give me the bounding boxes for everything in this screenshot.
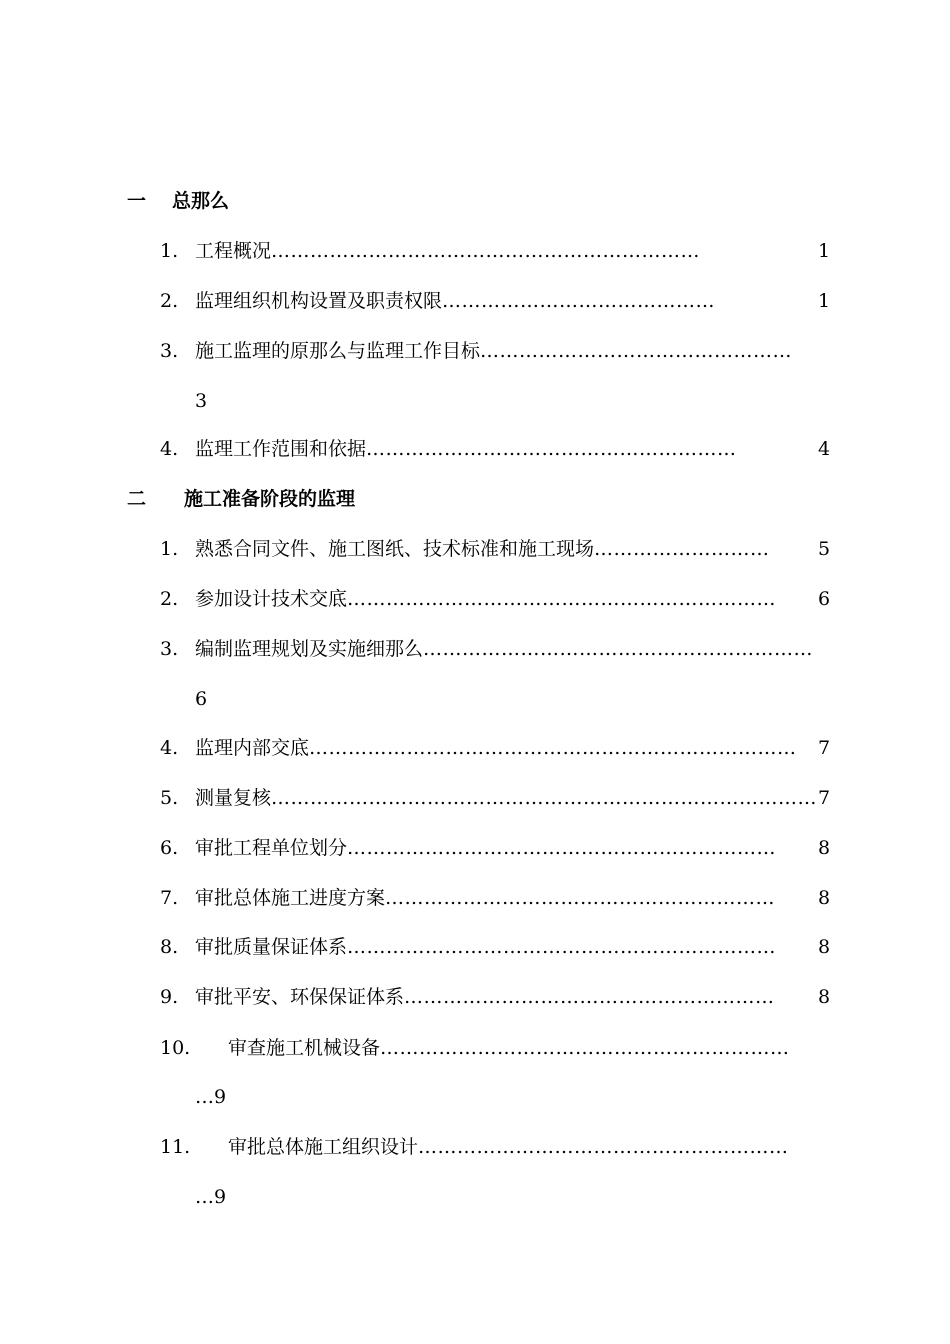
- toc-entry[interactable]: [160, 587, 776, 611]
- toc-entry[interactable]: [160, 736, 797, 760]
- entry-number: 11.: [160, 1136, 191, 1158]
- toc-entry[interactable]: [160, 786, 817, 810]
- dot-leader: …………………………………………………………: [347, 837, 777, 859]
- entry-title: 审批工程单位划分: [195, 837, 348, 859]
- entry-title: 监理内部交底: [195, 737, 310, 759]
- entry-number: 3.: [160, 638, 179, 660]
- entry-page-number: 6: [818, 588, 831, 610]
- toc-entry[interactable]: [160, 886, 775, 910]
- toc-section-heading: [127, 189, 229, 213]
- entry-page-number: 4: [818, 438, 831, 460]
- toc-entry[interactable]: [160, 1036, 790, 1060]
- entry-title: 审批平安、环保保证体系: [195, 986, 405, 1008]
- dot-leader: …………………………………………: [480, 340, 793, 362]
- section-number: 二: [127, 488, 147, 510]
- dot-leader: …………………………………………………: [404, 986, 775, 1008]
- entry-title: 审批总体施工组织设计: [228, 1136, 419, 1158]
- entry-number: 5.: [160, 787, 179, 809]
- entry-page-number: 8: [818, 837, 831, 859]
- dot-leader: ……………………………………………………: [385, 887, 776, 909]
- entry-number: 1.: [160, 240, 179, 262]
- toc-entry[interactable]: [160, 935, 776, 959]
- entry-page-number: 6: [195, 688, 208, 710]
- entry-page-number: 1: [818, 290, 831, 312]
- entry-number: 9.: [160, 986, 179, 1008]
- entry-page-number: 8: [818, 986, 831, 1008]
- toc-entry[interactable]: [160, 836, 776, 860]
- entry-title: 监理组织机构设置及职责权限: [195, 290, 443, 312]
- entry-number: 2.: [160, 588, 179, 610]
- section-number: 一: [127, 190, 147, 212]
- toc-entry[interactable]: [160, 1135, 789, 1159]
- entry-page-number: 7: [818, 737, 831, 759]
- dot-leader: …………………………………………………………: [347, 936, 777, 958]
- entry-title: 测量复核: [195, 787, 272, 809]
- entry-page-number: 5: [818, 538, 831, 560]
- entry-title: 工程概况: [195, 240, 272, 262]
- entry-number: 4.: [160, 438, 179, 460]
- entry-page-number: 7: [818, 787, 831, 809]
- entry-number: 3.: [160, 340, 179, 362]
- toc-section-heading: [127, 487, 355, 511]
- entry-number: 1.: [160, 538, 179, 560]
- entry-number: 4.: [160, 737, 179, 759]
- dot-leader: ………………………………………………………: [380, 1037, 790, 1059]
- dot-leader: ……………………………………………………: [423, 638, 814, 660]
- entry-title: 审查施工机械设备: [228, 1037, 381, 1059]
- toc-entry[interactable]: [160, 239, 700, 263]
- toc-entry[interactable]: [160, 437, 737, 461]
- entry-title: 施工监理的原那么与监理工作目标: [195, 340, 481, 362]
- toc-entry[interactable]: [160, 985, 775, 1009]
- entry-title: 监理工作范围和依据: [195, 438, 367, 460]
- dot-leader: …………………………………………………: [418, 1136, 789, 1158]
- dot-leader: ……………………………………: [442, 290, 716, 312]
- entry-number: 7.: [160, 887, 179, 909]
- entry-page-number: …9: [195, 1086, 227, 1108]
- entry-page-number: 8: [818, 936, 831, 958]
- entry-page-number: 3: [195, 390, 208, 412]
- entry-number: 6.: [160, 837, 179, 859]
- entry-number: 2.: [160, 290, 179, 312]
- entry-page-number: 8: [818, 887, 831, 909]
- entry-title: 编制监理规划及实施细那么: [195, 638, 424, 660]
- entry-title: 审批质量保证体系: [195, 936, 348, 958]
- dot-leader: …………………………………………………………………………: [271, 787, 818, 809]
- entry-title: 参加设计技术交底: [195, 588, 348, 610]
- entry-title: 审批总体施工进度方案: [195, 887, 386, 909]
- entry-number: 10.: [160, 1037, 191, 1059]
- entry-page-number: 1: [818, 240, 831, 262]
- entry-title: 熟悉合同文件、施工图纸、技术标准和施工现场: [195, 538, 595, 560]
- dot-leader: …………………………………………………………: [347, 588, 777, 610]
- toc-entry[interactable]: [160, 637, 813, 661]
- section-title: 施工准备阶段的监理: [184, 488, 356, 510]
- toc-entry[interactable]: [160, 537, 770, 561]
- toc-entry[interactable]: [160, 289, 715, 313]
- dot-leader: …………………………………………………: [366, 438, 737, 460]
- section-title: 总那么: [172, 190, 230, 212]
- entry-number: 8.: [160, 936, 179, 958]
- dot-leader: …………………………………………………………………: [309, 737, 797, 759]
- dot-leader: …………………………………………………………: [271, 240, 701, 262]
- entry-page-number: …9: [195, 1186, 227, 1208]
- toc-entry[interactable]: [160, 339, 792, 363]
- dot-leader: ………………………: [594, 538, 770, 560]
